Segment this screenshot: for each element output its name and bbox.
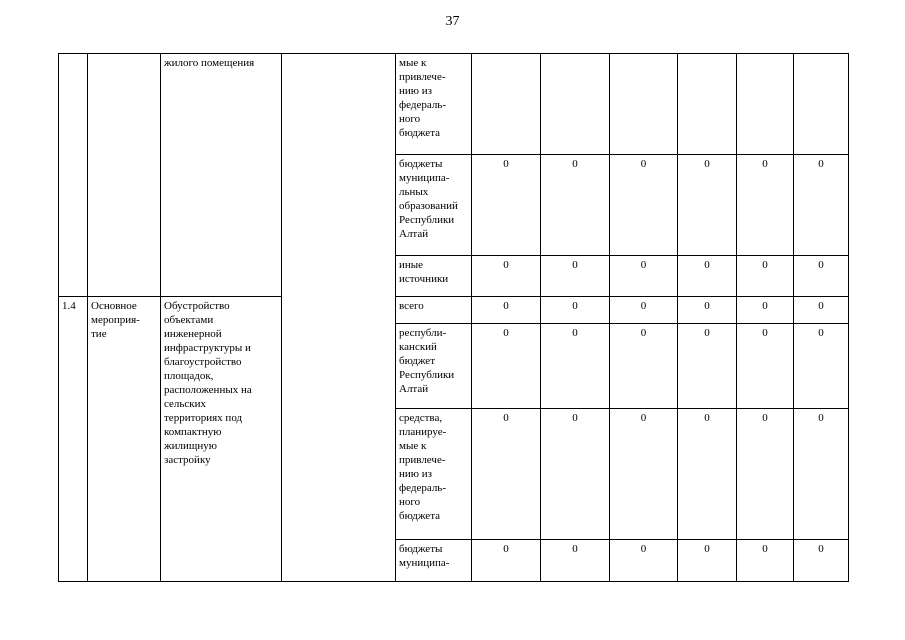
value-cell: 0	[610, 297, 678, 324]
description-cell: Обустройство объектами инженерной инфраструктуры и благоустройство площадок, расположенных на сельских территориях под компактную жилищную застройку	[161, 297, 282, 582]
source-cell: бюджеты муниципа-	[396, 540, 472, 582]
page-number: 37	[445, 14, 460, 29]
value-cell	[794, 54, 849, 155]
value-cell	[610, 54, 678, 155]
value-cell: 0	[678, 297, 737, 324]
description-cell	[161, 54, 282, 297]
value-cell	[737, 54, 794, 155]
value-cell: 0	[794, 155, 849, 256]
value-cell: 0	[541, 297, 610, 324]
source-cell: всего	[396, 297, 472, 324]
value-cell: 0	[794, 297, 849, 324]
value-cell: 0	[472, 297, 541, 324]
value-cell: 0	[737, 324, 794, 409]
source-cell: бюджеты муниципа- льных образований Республики Алтай	[396, 155, 472, 256]
value-cell	[472, 54, 541, 155]
executor-cell	[282, 297, 396, 582]
table-row	[59, 54, 849, 155]
source-cell: мые к привлече- нию из федераль- ного бюджета	[396, 54, 472, 155]
value-cell: 0	[737, 256, 794, 297]
value-cell: 0	[678, 155, 737, 256]
value-cell: 0	[541, 256, 610, 297]
value-cell: 0	[541, 324, 610, 409]
value-cell: 0	[794, 324, 849, 409]
value-cell: 0	[794, 409, 849, 540]
value-cell: 0	[678, 324, 737, 409]
value-cell: 0	[541, 540, 610, 582]
table-row	[59, 297, 849, 324]
source-cell: средства, планируе- мые к привлече- нию из федераль- ного бюджета	[396, 409, 472, 540]
type-cell-empty	[88, 54, 161, 297]
value-cell: 0	[472, 256, 541, 297]
value-cell: 0	[794, 540, 849, 582]
value-cell: 0	[610, 409, 678, 540]
value-cell	[541, 54, 610, 155]
value-cell: 0	[472, 155, 541, 256]
value-cell: 0	[610, 324, 678, 409]
budget-table	[58, 53, 849, 582]
value-cell: 0	[794, 256, 849, 297]
value-cell: 0	[610, 540, 678, 582]
code-cell: 1.4	[59, 297, 88, 582]
value-cell: 0	[678, 256, 737, 297]
value-cell: 0	[472, 324, 541, 409]
value-cell: 0	[737, 297, 794, 324]
source-cell: республи- канский бюджет Республики Алтай	[396, 324, 472, 409]
value-cell	[678, 54, 737, 155]
description-text: жилого помещения	[164, 57, 255, 69]
value-cell: 0	[737, 540, 794, 582]
value-cell: 0	[610, 256, 678, 297]
value-cell: 0	[737, 409, 794, 540]
value-cell: 0	[472, 409, 541, 540]
value-cell: 0	[610, 155, 678, 256]
value-cell: 0	[678, 540, 737, 582]
value-cell: 0	[678, 409, 737, 540]
value-cell: 0	[541, 409, 610, 540]
executor-cell	[282, 54, 396, 297]
type-cell: Основное мероприя- тие	[88, 297, 161, 582]
value-cell: 0	[541, 155, 610, 256]
source-cell: иные источники	[396, 256, 472, 297]
value-cell: 0	[737, 155, 794, 256]
value-cell: 0	[472, 540, 541, 582]
code-cell-empty	[59, 54, 88, 297]
